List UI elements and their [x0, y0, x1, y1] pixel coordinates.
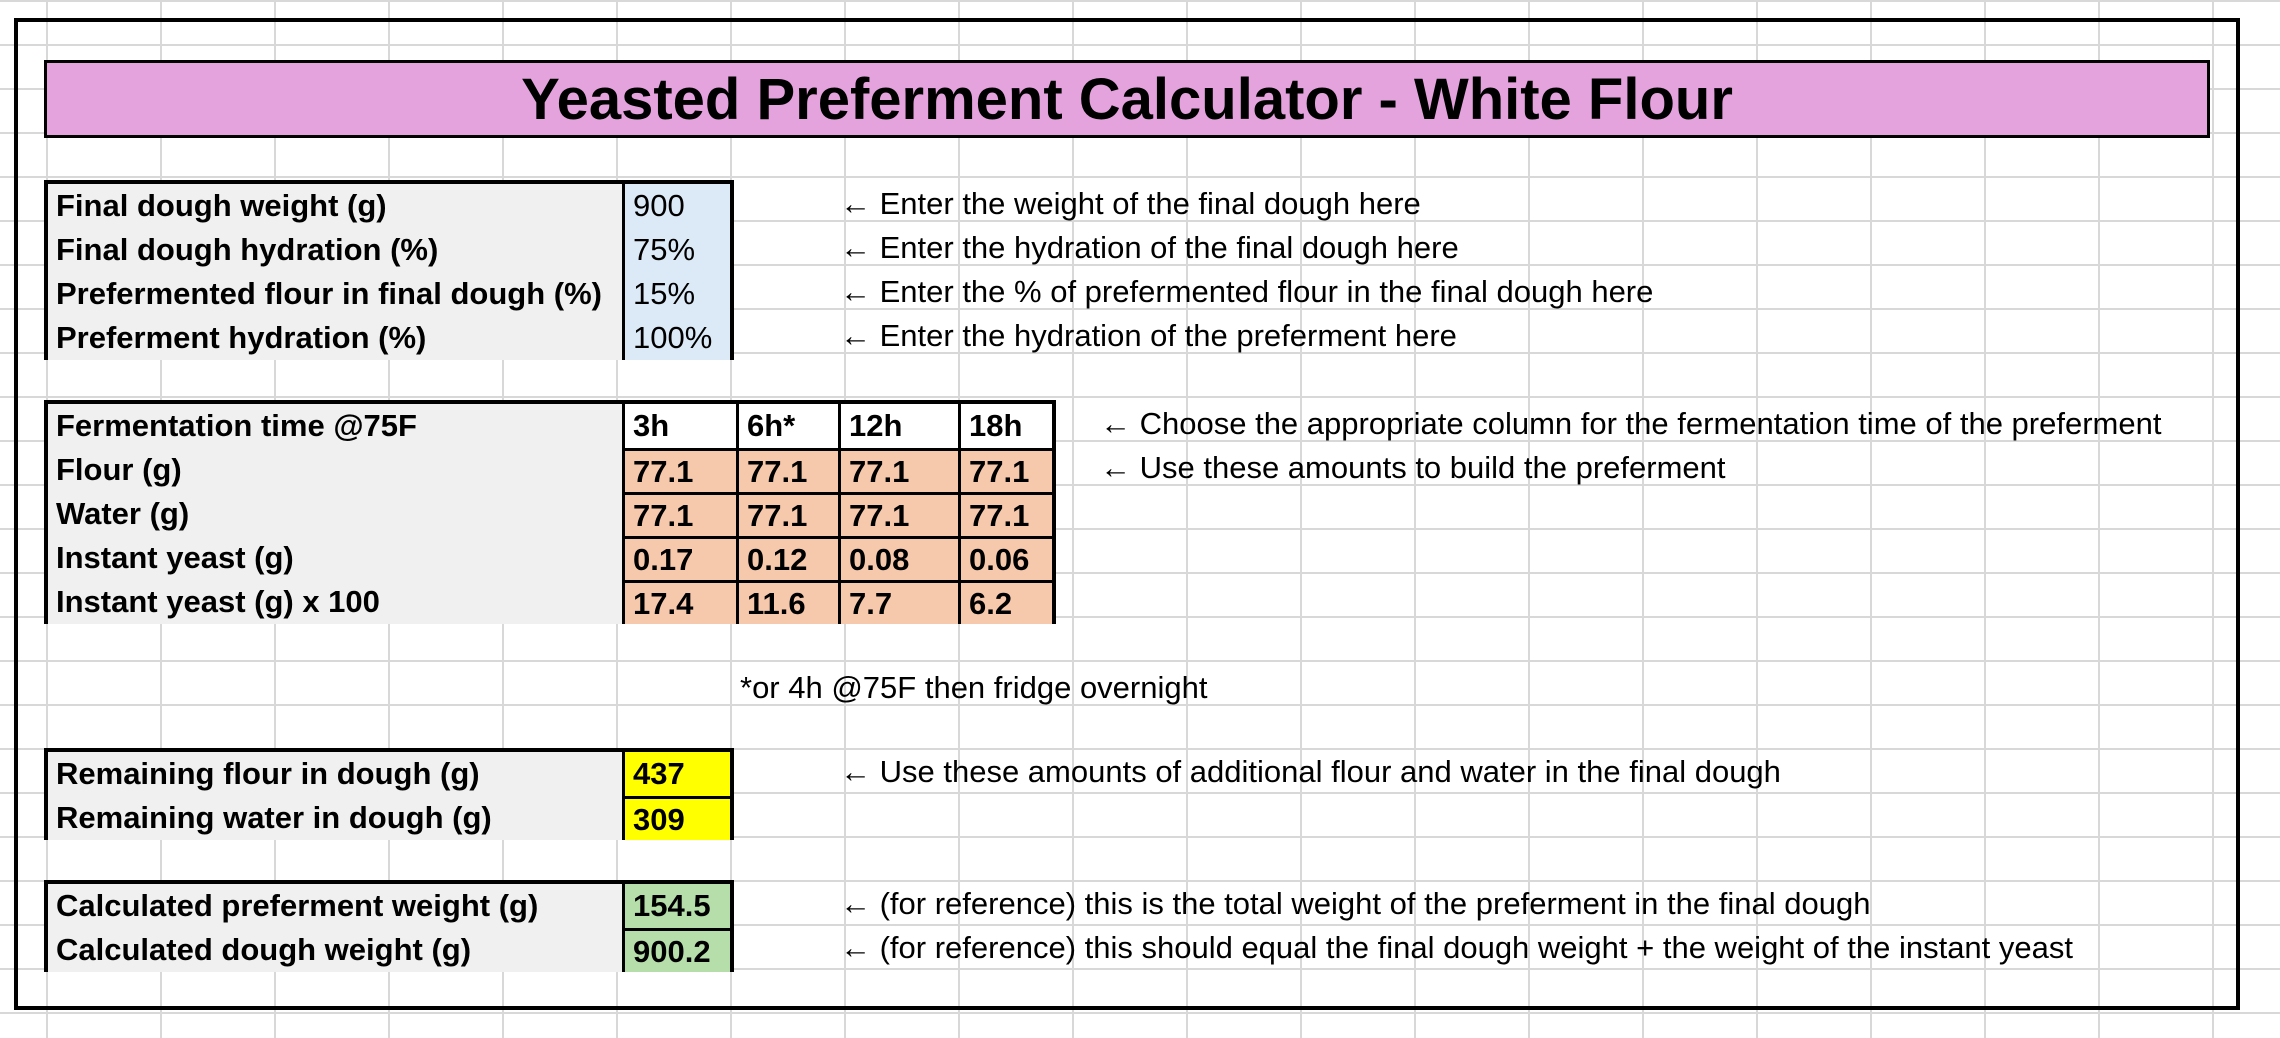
remaining-water-value: 309 [622, 796, 730, 840]
prefermented-flour-input[interactable]: 15% [622, 272, 730, 316]
yeast-x100-18h: 6.2 [958, 580, 1052, 624]
remaining-table [44, 748, 734, 840]
yeast-3h: 0.17 [622, 536, 736, 580]
input-label-hydration: Final dough hydration (%) [48, 228, 622, 272]
column-18h[interactable]: 18h [958, 404, 1052, 448]
row-label-water: Water (g) [48, 492, 622, 536]
note-weight: ← Enter the weight of the final dough here [840, 186, 1421, 221]
input-label-preferment-hydration: Preferment hydration (%) [48, 316, 622, 360]
yeast-x100-3h: 17.4 [622, 580, 736, 624]
note-fermentation-column: ← Choose the appropriate column for the fermentation time of the preferment [1100, 406, 2162, 441]
yeast-6h: 0.12 [736, 536, 838, 580]
yeast-18h: 0.06 [958, 536, 1052, 580]
note-build-preferment: ← Use these amounts to build the preferment [1100, 450, 1726, 485]
fermentation-table [44, 400, 1056, 624]
flour-18h: 77.1 [958, 448, 1052, 492]
water-3h: 77.1 [622, 492, 736, 536]
remaining-flour-value: 437 [622, 752, 730, 796]
note-hydration: ← Enter the hydration of the final dough here [840, 230, 1459, 265]
flour-3h: 77.1 [622, 448, 736, 492]
note-calculated-dough: ← (for reference) this should equal the final dough weight + the weight of the instant yeast [840, 930, 2073, 965]
water-18h: 77.1 [958, 492, 1052, 536]
input-label-preferment-flour: Prefermented flour in final dough (%) [48, 272, 622, 316]
yeast-x100-6h: 11.6 [736, 580, 838, 624]
note-preferment-hydration: ← Enter the hydration of the preferment here [840, 318, 1457, 353]
preferment-hydration-input[interactable]: 100% [622, 316, 730, 360]
calculated-table [44, 880, 734, 972]
final-dough-hydration-input[interactable]: 75% [622, 228, 730, 272]
row-label-yeast-x100: Instant yeast (g) x 100 [48, 580, 622, 624]
final-dough-weight-input[interactable]: 900 [622, 184, 730, 228]
calculated-preferment-label: Calculated preferment weight (g) [48, 884, 622, 928]
fermentation-footnote: *or 4h @75F then fridge overnight [740, 670, 1208, 705]
input-label-weight: Final dough weight (g) [48, 184, 622, 228]
note-remaining: ← Use these amounts of additional flour and water in the final dough [840, 754, 1781, 789]
page-title: Yeasted Preferment Calculator - White Flour [44, 60, 2210, 138]
calculated-preferment-value: 154.5 [622, 884, 730, 928]
yeast-x100-12h: 7.7 [838, 580, 958, 624]
yeast-12h: 0.08 [838, 536, 958, 580]
note-preferment-flour: ← Enter the % of prefermented flour in the final dough here [840, 274, 1654, 309]
calculated-dough-value: 900.2 [622, 928, 730, 972]
water-6h: 77.1 [736, 492, 838, 536]
column-3h[interactable]: 3h [622, 404, 736, 448]
remaining-water-label: Remaining water in dough (g) [48, 796, 622, 840]
calculated-dough-label: Calculated dough weight (g) [48, 928, 622, 972]
column-12h[interactable]: 12h [838, 404, 958, 448]
water-12h: 77.1 [838, 492, 958, 536]
column-6h[interactable]: 6h* [736, 404, 838, 448]
fermentation-header-label: Fermentation time @75F [48, 404, 622, 448]
remaining-flour-label: Remaining flour in dough (g) [48, 752, 622, 796]
flour-12h: 77.1 [838, 448, 958, 492]
note-calculated-preferment: ← (for reference) this is the total weight of the preferment in the final dough [840, 886, 1871, 921]
flour-6h: 77.1 [736, 448, 838, 492]
row-label-yeast: Instant yeast (g) [48, 536, 622, 580]
row-label-flour: Flour (g) [48, 448, 622, 492]
inputs-table [44, 180, 734, 360]
